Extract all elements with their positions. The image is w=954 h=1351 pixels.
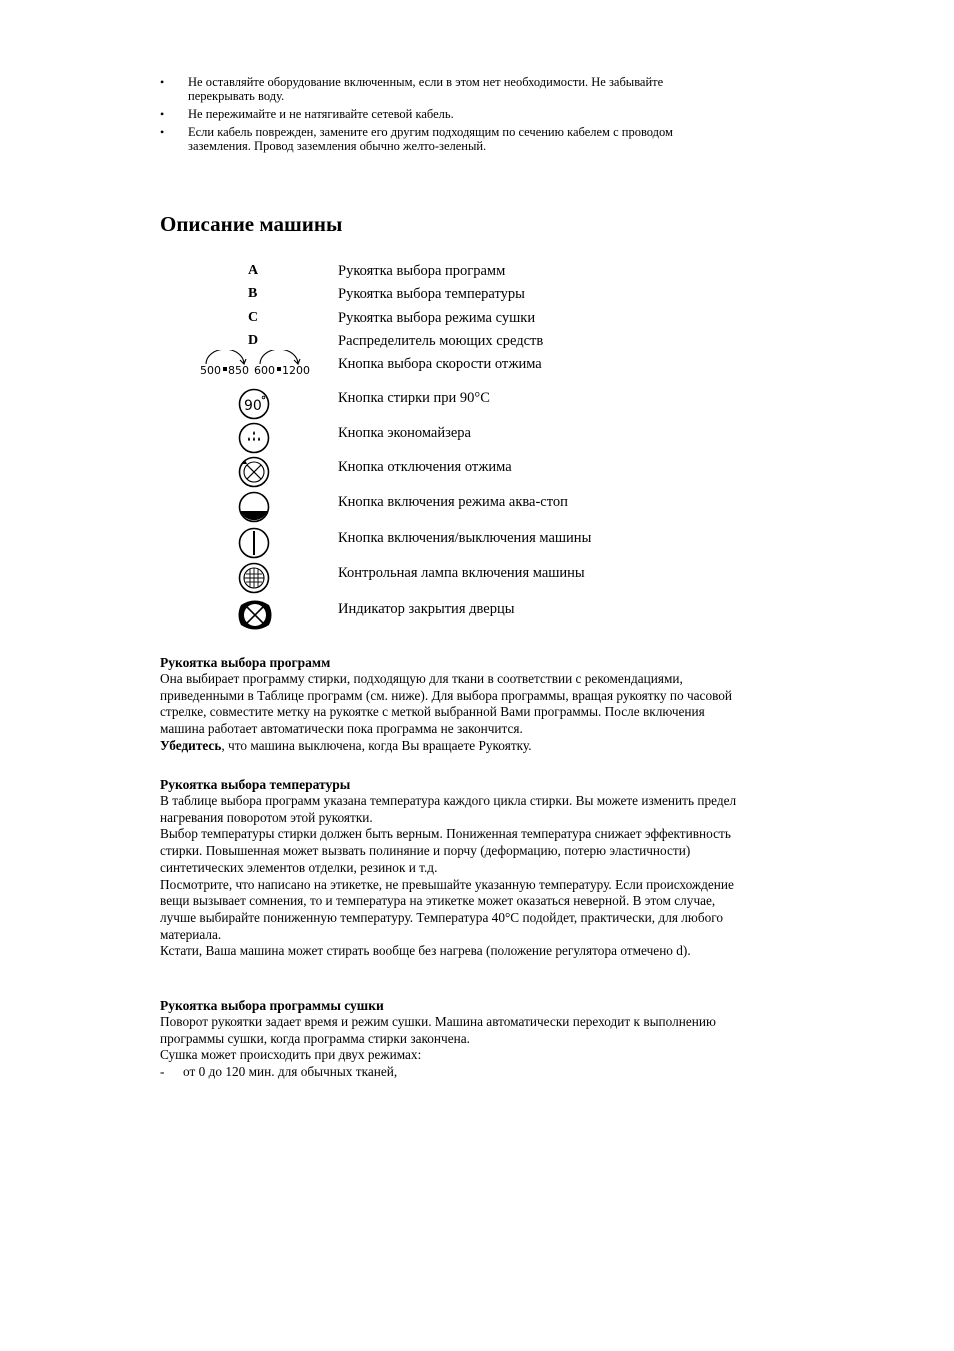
legend-label-b: Рукоятка выбора температуры <box>338 286 525 302</box>
bullet-text: Не оставляйте оборудование включенным, если в этом нет необходимости. Не забывайте перекрывать воду. <box>188 75 664 103</box>
section-title: Рукоятка выбора программы сушки <box>160 998 384 1013</box>
paragraph: Сушка может происходить при двух режимах: <box>160 1047 422 1063</box>
list-item-text: от 0 до 120 мин. для обычных тканей, <box>183 1064 398 1080</box>
safety-bullet-list <box>160 75 720 157</box>
spin-off-icon <box>238 456 272 488</box>
power-lamp-icon <box>238 562 272 594</box>
legend-label-aqua-stop: Кнопка включения режима аква-стоп <box>338 494 568 510</box>
legend-label-spin-speed: Кнопка выбора скорости отжима <box>338 356 542 372</box>
legend-label-d: Распределитель моющих средств <box>338 333 544 349</box>
bullet-glyph: • <box>160 125 165 139</box>
legend-label-c: Рукоятка выбора режима сушки <box>338 310 536 326</box>
spin-speed-icon <box>198 350 314 382</box>
svg-text:1200: 1200 <box>282 364 310 377</box>
aqua-stop-icon <box>238 491 272 523</box>
svg-text:90: 90 <box>244 398 262 414</box>
section-drying <box>160 997 740 1081</box>
legend-label-power-lamp: Контрольная лампа включения машины <box>338 565 585 581</box>
legend-label-a: Рукоятка выбора программ <box>338 263 506 279</box>
bullet-glyph: • <box>160 107 165 121</box>
list-item <box>160 1064 740 1081</box>
bullet-text: Если кабель поврежден, замените его другим подходящим по сечению кабелем с проводом заземления. Провод заземления обычно желто-зеленый. <box>188 125 673 153</box>
section-program <box>160 654 740 755</box>
legend-key-d: D <box>248 333 259 348</box>
list-item <box>160 125 720 153</box>
section-note <box>160 738 740 755</box>
svg-text:500: 500 <box>200 364 221 377</box>
svg-text:850: 850 <box>228 364 249 377</box>
legend-key-c: C <box>248 310 259 325</box>
section-text: Она выбирает программу стирки, подходящую для ткани в соответствии с рекомендациями, приведенными в Таблице программ (см. ниже). Для выбора программы, вращая рукоятку по часовой стрелке, совместите метку на рукоятке с меткой выбранной Вами программы. После включения машина работает автоматически пока программа не закончится. <box>160 671 733 737</box>
list-item <box>160 75 720 103</box>
wash-90-icon <box>238 388 272 420</box>
note-rest: , что машина выключена, когда Вы вращаете Рукоятку. <box>221 737 532 753</box>
paragraph: Выбор температуры стирки должен быть верным. Пониженная температура снижает эффективность стирки. Повышенная может вызвать полиняние и порчу (деформацию, потерю эластичности) синтетических элементов отделки, резинок и т.д. <box>160 826 731 875</box>
paragraph: Посмотрите, что написано на этикетке, не превышайте указанную температуру. Если происхождение вещи вызывает сомнения, то и температура на этикетке может оказаться неверной. В этом случае, лучше выбирайте пониженную температуру. Температура 40°С подойдет, практически, для любого материала. <box>160 876 734 942</box>
bullet-glyph: • <box>160 75 165 89</box>
paragraph: Кстати, Ваша машина может стирать вообще без нагрева (положение регулятора отмечено d). <box>160 943 691 959</box>
door-lock-icon <box>237 597 273 633</box>
page-title: Описание машины <box>160 212 343 236</box>
svg-text:600: 600 <box>254 364 275 377</box>
section-title: Рукоятка выбора температуры <box>160 777 351 792</box>
paragraph: Поворот рукоятки задает время и режим сушки. Машина автоматически переходит к выполнению программы сушки, когда программа стирки закончена. <box>160 1014 716 1046</box>
legend-label-economizer: Кнопка экономайзера <box>338 425 471 441</box>
legend-label-power: Кнопка включения/выключения машины <box>338 530 592 546</box>
section-temperature <box>160 776 740 960</box>
legend-key-b: B <box>248 286 258 301</box>
legend-label-spin-off: Кнопка отключения отжима <box>338 459 512 475</box>
economizer-icon <box>238 422 272 454</box>
power-icon <box>238 527 272 559</box>
list-item <box>160 107 720 121</box>
section-title: Рукоятка выбора программ <box>160 655 331 670</box>
dash-glyph: - <box>160 1064 165 1080</box>
legend-label-wash-90: Кнопка стирки при 90°С <box>338 390 490 406</box>
bullet-text: Не пережимайте и не натягивайте сетевой кабель. <box>188 107 454 121</box>
legend-key-a: A <box>248 263 259 278</box>
paragraph: В таблице выбора программ указана температура каждого цикла стирки. Вы можете изменить предел нагревания поворотом этой рукоятки. <box>160 793 737 825</box>
note-bold: Убедитесь <box>160 737 222 753</box>
legend-label-door-lock: Индикатор закрытия дверцы <box>338 601 515 617</box>
